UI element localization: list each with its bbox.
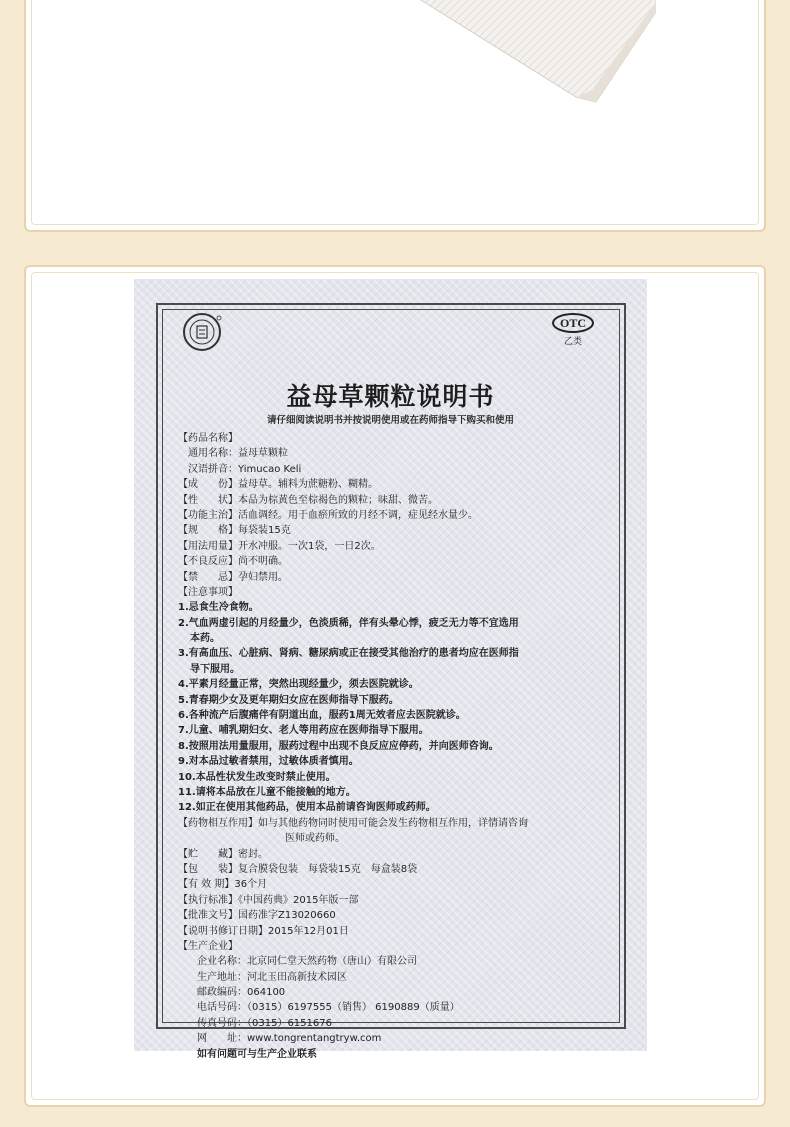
leaflet-line: 【用法用量】开水冲服。一次1袋，一日2次。	[178, 540, 381, 552]
leaflet-line: 汉语拼音：Yimucao Keli	[188, 463, 302, 475]
leaflet-line: 【性 状】本品为棕黄色至棕褐色的颗粒；味甜、微苦。	[178, 494, 438, 506]
leaflet-line: 【不良反应】尚不明确。	[178, 556, 288, 568]
leaflet-line: 8.按照用法用量服用，服药过程中出现不良反应应停药，并向医师咨询。	[178, 740, 499, 752]
leaflet-line: 5.青春期少女及更年期妇女应在医师指导下服药。	[178, 694, 399, 706]
product-box-image	[356, 0, 656, 112]
leaflet-line: 4.平素月经量正常，突然出现经量少，须去医院就诊。	[178, 679, 419, 691]
leaflet-line: 传真号码：（0315）6151676	[197, 1017, 332, 1029]
leaflet-line: 【成 份】益母草。辅料为蔗糖粉、糊精。	[178, 479, 378, 491]
leaflet-line: 7.儿童、哺乳期妇女、老人等用药应在医师指导下服用。	[178, 725, 429, 737]
leaflet-line: 邮政编码：064100	[197, 987, 286, 999]
leaflet-line: 【批准文号】国药准字Z13020660	[178, 910, 336, 922]
leaflet-line: 【有 效 期】36个月	[178, 879, 268, 891]
instruction-leaflet	[134, 279, 647, 1060]
leaflet-line: 【生产企业】	[178, 940, 238, 952]
leaflet-line: 【包 装】复合膜袋包装 每袋装15克 每盒装8袋	[178, 863, 418, 875]
leaflet-line: 【说明书修订日期】2015年12月01日	[178, 925, 349, 937]
leaflet-line: 【药品名称】	[178, 433, 238, 444]
leaflet-line: 2.气血两虚引起的月经量少，色淡质稀，伴有头晕心悸，疲乏无力等不宜选用	[178, 617, 519, 629]
leaflet-line: 【注意事项】	[178, 586, 238, 598]
leaflet-line: 【执行标准】《中国药典》2015年版一部	[178, 894, 359, 906]
leaflet-line: 【规 格】每袋装15克	[178, 525, 291, 537]
document-subtitle: 请仔细阅读说明书并按说明使用或在药师指导下购买和使用	[266, 415, 514, 426]
leaflet-line: 12.如正在使用其他药品，使用本品前请咨询医师或药师。	[178, 802, 436, 814]
leaflet-line: 1.忌食生冷食物。	[178, 602, 259, 614]
leaflet-line: 10.本品性状发生改变时禁止使用。	[178, 771, 336, 783]
leaflet-line: 3.有高血压、心脏病、肾病、糖尿病或正在接受其他治疗的患者均应在医师指	[178, 648, 519, 660]
leaflet-line: 医师或药师。	[285, 833, 345, 845]
leaflet-line: 如有问题可与生产企业联系	[197, 1048, 317, 1060]
leaflet-line: 【贮 藏】密封。	[178, 848, 268, 860]
leaflet-line: 企业名称：北京同仁堂天然药物（唐山）有限公司	[197, 956, 417, 968]
leaflet-line: 生产地址：河北玉田高新技术园区	[197, 971, 347, 983]
leaflet-line: 9.对本品过敏者禁用，过敏体质者慎用。	[178, 756, 359, 768]
tongrentang-logo-icon	[182, 312, 222, 352]
otc-badge: OTC	[552, 313, 594, 333]
leaflet-line: 本药。	[190, 633, 220, 645]
leaflet-line: 6.各种流产后腹痛伴有阴道出血，服药1周无效者应去医院就诊。	[178, 710, 466, 722]
leaflet-line: 11.请将本品放在儿童不能接触的地方。	[178, 786, 356, 798]
leaflet-body	[178, 431, 608, 1062]
otc-mark	[552, 312, 594, 347]
leaflet-line: 【药物相互作用】如与其他药物同时使用可能会发生药物相互作用，详情请咨询	[178, 817, 528, 829]
leaflet-line: 【禁 忌】孕妇禁用。	[178, 571, 288, 583]
top-image-panel	[24, 0, 766, 232]
otc-class-label: 乙类	[563, 337, 582, 347]
leaflet-line: 网 址：www.tongrentangtryw.com	[197, 1033, 382, 1045]
leaflet-line: 【功能主治】活血调经。用于血瘀所致的月经不调，症见经水量少。	[178, 509, 478, 521]
leaflet-line: 电话号码：（0315）6197555（销售） 6190889（质量）	[197, 1002, 460, 1014]
document-title: 益母草颗粒说明书	[286, 382, 495, 411]
leaflet-line: 通用名称：益母草颗粒	[188, 448, 288, 460]
leaflet-line: 导下服用。	[190, 663, 240, 675]
